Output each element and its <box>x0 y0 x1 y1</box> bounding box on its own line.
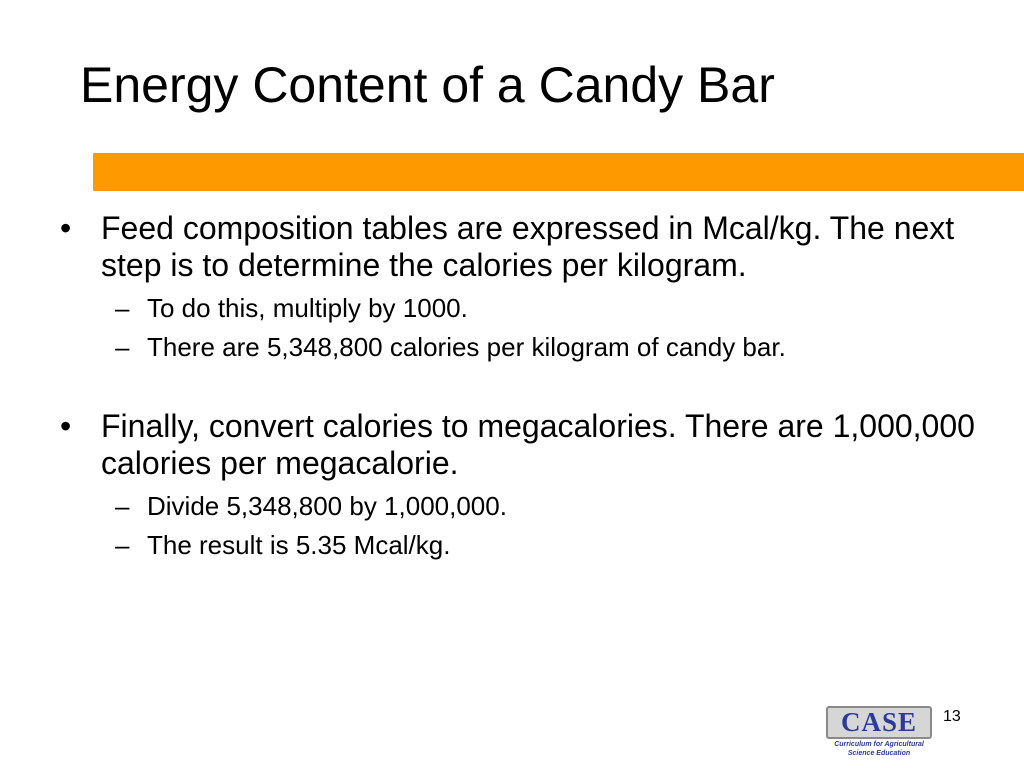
spacer <box>60 362 1015 408</box>
sub-bullet-item <box>60 332 1015 362</box>
sub-bullet-item <box>60 530 1015 560</box>
sub-bullet-text: There are 5,348,800 calories per kilogram of candy bar. <box>147 332 786 362</box>
page-number: 13 <box>943 708 961 725</box>
bullet-item <box>60 408 1015 482</box>
sub-bullet-text: Divide 5,348,800 by 1,000,000. <box>147 491 507 521</box>
bullet-marker: • <box>60 408 72 444</box>
logo-subtitle-line: Science Education <box>847 750 911 757</box>
logo-subtitle-line: Curriculum for Agricultural <box>834 741 924 748</box>
logo-wordmark: CASE <box>826 706 932 739</box>
sub-bullet-marker: – <box>115 530 130 560</box>
slide-title: Energy Content of a Candy Bar <box>80 57 775 113</box>
sub-bullet-text: To do this, multiply by 1000. <box>147 293 468 323</box>
sub-bullet-marker: – <box>115 491 130 521</box>
accent-bar <box>93 153 1024 191</box>
slide-content <box>60 210 1015 560</box>
sub-list <box>60 293 1015 362</box>
case-logo <box>826 706 932 762</box>
sub-bullet-item <box>60 293 1015 323</box>
bullet-text: Feed composition tables are expressed in Mcal/kg. The next step is to determine the calories per kilogram. <box>101 210 955 283</box>
bullet-marker: • <box>60 210 72 246</box>
sub-bullet-marker: – <box>115 293 130 323</box>
sub-bullet-item <box>60 491 1015 521</box>
sub-list <box>60 491 1015 560</box>
bullet-item <box>60 210 1015 284</box>
bullet-text: Finally, convert calories to megacalories. There are 1,000,000 calories per megacalorie. <box>101 408 975 481</box>
sub-bullet-text: The result is 5.35 Mcal/kg. <box>147 530 451 560</box>
logo-subtitle <box>826 740 932 758</box>
sub-bullet-marker: – <box>115 332 130 362</box>
